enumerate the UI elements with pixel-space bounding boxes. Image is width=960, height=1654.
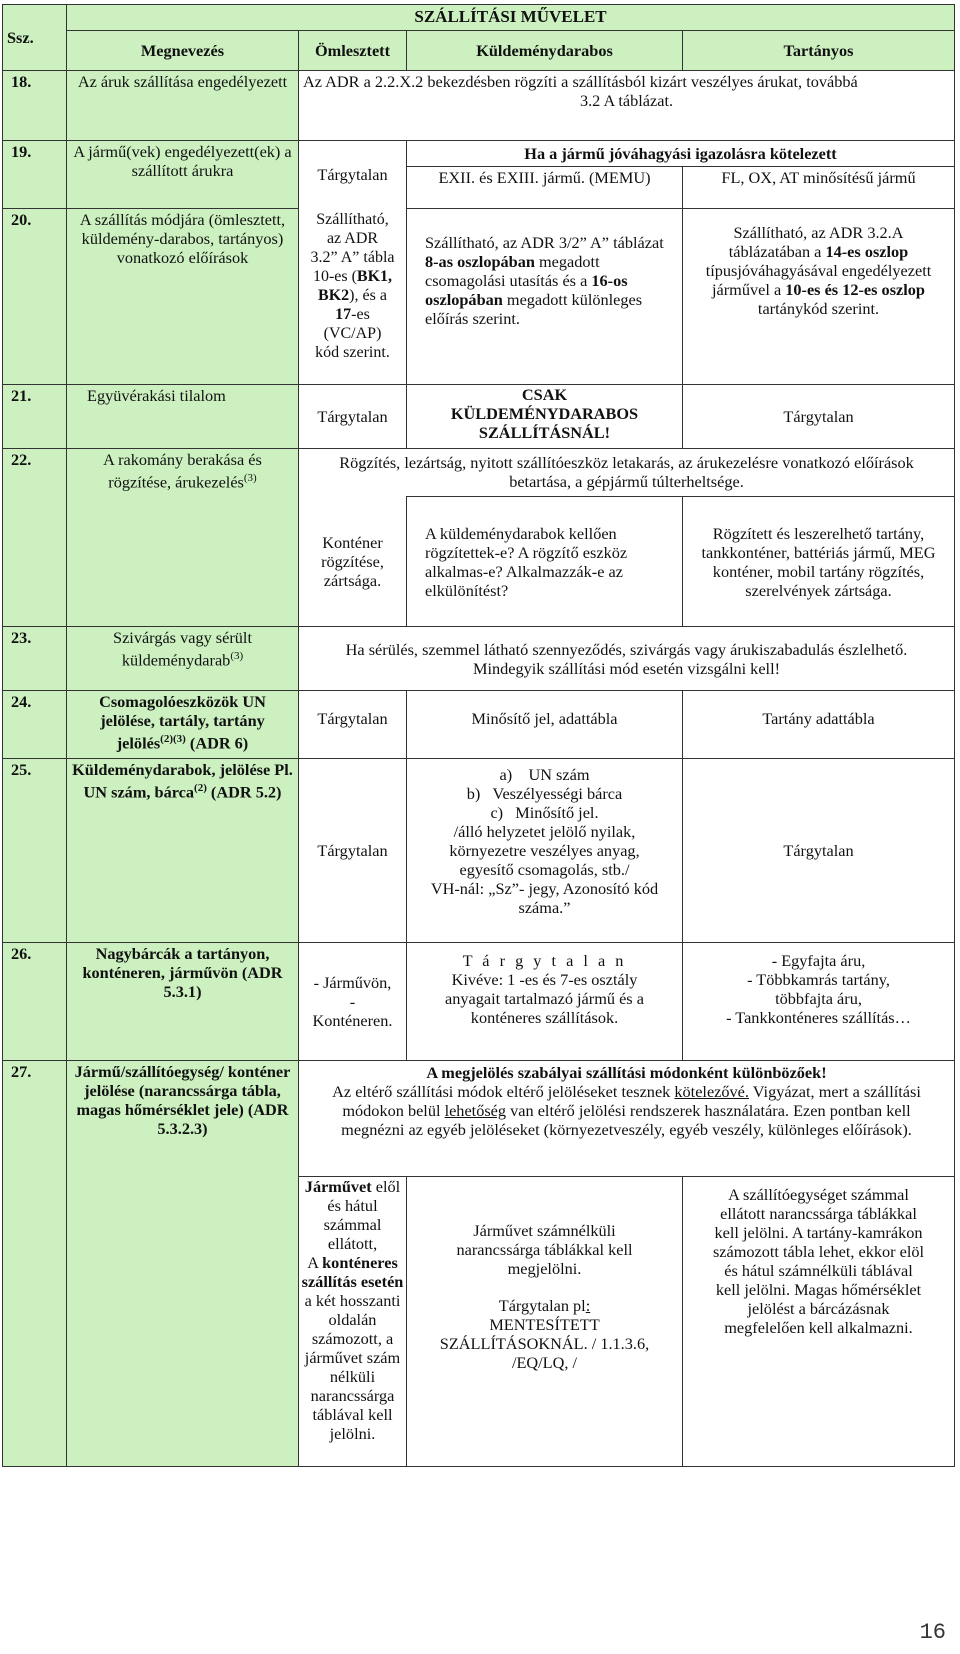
row-20-tank-t4: tartánykód szerint.: [757, 299, 880, 318]
row-20-pkg-t0: Szállítható, az ADR 3/2” A” táblázat: [425, 233, 664, 252]
row-22-package: A küldeménydarabok kellően rögzítettek-e? A rögzítő eszköz alkalmas-e? Alkalmazzák-e az elkülönítést?: [407, 497, 683, 627]
page-number: 16: [919, 1620, 946, 1645]
row-27-name: Jármű/szállítóegység/ konténer jelölése (narancssárga tábla, magas hőmérséklet jele) (ADR 5.3.2.3): [67, 1061, 299, 1467]
row-27-p1b: kötelezővé.: [674, 1082, 749, 1101]
row-24-tank: Tartány adattábla: [683, 691, 955, 759]
row-25-pkg-b: b) Veszélyességi bárca: [466, 784, 623, 803]
header-ssz: Ssz.: [3, 5, 67, 71]
row-20-bulk-t3: 10-es (: [312, 267, 357, 285]
row-26-package: [407, 943, 683, 1061]
row-27-pkg-exempt: [437, 1296, 652, 1372]
row-27-bulk-t3: konténeres szállítás esetén: [301, 1253, 404, 1291]
row-20-tank: [683, 209, 955, 385]
row-20-bulk-t2: 3.2” A” tábla: [310, 248, 395, 266]
row-24-footnote: (2)(3): [160, 733, 186, 745]
row-23-number: 23.: [3, 627, 67, 691]
row-19-number: 19.: [3, 141, 67, 209]
row-20-tank-t0: Szállítható, az ADR 3.2.A táblázatában a: [728, 223, 904, 261]
row-22-tank: Rögzített és leszerelhető tartány, tankkonténer, battériás jármű, MEG konténer, mobil tartány rögzítés, szerelvények zártsága.: [683, 497, 955, 627]
row-21-tank: Tárgytalan: [683, 385, 955, 449]
row-24-name-ref: (ADR 6): [185, 733, 249, 753]
row-27-text: [299, 1061, 955, 1177]
row-24-name: [67, 691, 299, 759]
row-27-p1c: Vigyázat, mert a szállítási módokon belül: [342, 1082, 921, 1120]
row-21-bulk: Tárgytalan: [299, 385, 407, 449]
row-20-bulk-t9: (VC/AP): [323, 324, 382, 342]
row-20-bulk-t10: kód szerint.: [315, 343, 390, 361]
row-20-pkg-t4: megadott különleges előírás szerint.: [425, 290, 643, 328]
row-20-pkg-t3: 16-os oszlopában: [425, 271, 628, 309]
row-27-bulk-t0: Járművet: [304, 1177, 372, 1196]
row-26-tank-t2: - Tankkonténeres szállítás…: [726, 1008, 911, 1027]
header-tank: Tartányos: [683, 31, 955, 71]
row-18-text-line1: Az ADR a 2.2.X.2 bekezdésben rögzíti a szállításból kizárt veszélyes árukat, továbbá: [303, 72, 858, 91]
row-20-number: 20.: [3, 209, 67, 385]
row-26-bulk-vehicle: - Járművön,: [313, 973, 392, 992]
row-26-pkg-text: Kivéve: 1 -es és 7-es osztály anyagait tartalmazó jármű és a konténeres szállítások.: [445, 970, 644, 1027]
row-27-pkg-exempt-a: Tárgytalan pl: [498, 1296, 586, 1315]
row-23-footnote: (3): [230, 650, 244, 662]
row-20-bulk-t6: ), és a: [349, 286, 387, 304]
row-20-name: A szállítás módjára (ömlesztett, küldemény-darabos, tartányos) vonatkozó előírások: [67, 209, 299, 385]
row-22-text: Rögzítés, lezártság, nyitott szállítóeszköz letakarás, az árukezelésre vonatkozó előírások betartása, a gépjármű túlterheltsége.: [299, 449, 955, 497]
row-25-bulk: Tárgytalan: [299, 759, 407, 943]
row-24-package: Minősítő jel, adattábla: [407, 691, 683, 759]
row-23-name: [67, 627, 299, 691]
row-27-bulk-t4: a két hosszanti oldalán számozott, a járművet szám nélküli narancssárga táblával kell jelölni.: [304, 1291, 401, 1443]
row-20-pkg-t1: 8-as oszlopában: [425, 252, 535, 271]
row-20-bulk-t7: 17: [335, 305, 352, 323]
row-25-pkg-a: a) UN szám: [499, 765, 590, 784]
row-20-tank-t2: típusjóváhagyásával engedélyezett járművel a: [705, 261, 932, 299]
header-package: Küldeménydarabos: [407, 31, 683, 71]
header-operation: SZÁLLÍTÁSI MŰVELET: [67, 5, 955, 31]
row-19-name: A jármű(vek) engedélyezett(ek) a szállított árukra: [67, 141, 299, 209]
row-27-p1e: van eltérő jelölési rendszerek használatára. Ezen pontban kell megnézni az egyéb jelöléseket (környezetveszély, egyéb veszély, különleges előírások).: [341, 1101, 912, 1139]
row-26-name: Nagybárcák a tartányon, konténeren, járművön (ADR 5.3.1): [67, 943, 299, 1061]
row-27-bulk: [299, 1177, 407, 1467]
row-20-bulk-t0: Szállítható,: [316, 210, 389, 228]
row-22-footnote: (3): [243, 472, 257, 484]
row-22-name-text: A rakomány berakása és rögzítése, árukezelés: [103, 450, 262, 492]
row-19-approval: Ha a jármű jóváhagyási igazolásra kötelezett: [407, 141, 955, 167]
row-26-tank-t0: - Egyfajta áru,: [771, 951, 866, 970]
row-20-bulk: [299, 209, 407, 385]
row-27-number: 27.: [3, 1061, 67, 1467]
row-25-pkg-c: c) Minősítő jel.: [490, 803, 599, 822]
row-18-text: [299, 71, 955, 141]
row-20-bulk-t8: -es: [351, 305, 370, 323]
row-20-bulk-t5: BK2: [318, 286, 350, 304]
row-27-bulk-t1: elől és hátul számmal ellátott,: [323, 1177, 401, 1253]
row-27-paragraph: [313, 1082, 940, 1139]
row-20-bulk-t4: BK1,: [356, 267, 393, 285]
row-18-number: 18.: [3, 71, 67, 141]
row-20-bulk-t1: az ADR: [326, 229, 379, 247]
row-26-pkg-title: T á r g y t a l a n: [462, 951, 627, 970]
row-26-tank: [683, 943, 955, 1061]
row-18-name: Az áruk szállítása engedélyezett: [67, 71, 299, 141]
row-26-bulk-container: Konténeren.: [312, 1011, 393, 1030]
row-27-pkg-exempt-b: :: [585, 1296, 591, 1315]
row-24-name-text: Csomagolóeszközök UN jelölése, tartály, tartány jelölés: [99, 692, 266, 753]
row-25-name-text: Küldeménydarabok, jelölése Pl. UN szám, bárca: [72, 760, 293, 802]
row-24-number: 24.: [3, 691, 67, 759]
header-bulk: Ömlesztett: [299, 31, 407, 71]
row-27-bulk-t2: A: [307, 1253, 323, 1272]
row-18-text-line2: 3.2 A táblázat.: [579, 91, 674, 110]
row-25-number: 25.: [3, 759, 67, 943]
row-23-name-text: Szivárgás vagy sérült küldeménydarab: [113, 628, 252, 670]
row-27-title: A megjelölés szabályai szállítási módonként különbözőek!: [426, 1063, 827, 1082]
row-25-footnote: (2): [194, 782, 207, 794]
row-27-package: [407, 1177, 683, 1467]
row-26-bulk: [299, 943, 407, 1061]
row-23-text: Ha sérülés, szemmel látható szennyeződés, szivárgás vagy árukiszabadulás észlelhető. Mindegyik szállítási mód esetén vizsgálni kell!: [299, 627, 955, 691]
row-19-tank: FL, OX, AT minősítésű jármű: [683, 167, 955, 209]
row-20-package: [407, 209, 683, 385]
row-26-tank-t1: - Többkamrás tartány, többfajta áru,: [747, 970, 890, 1008]
row-26-bulk-dash: -: [349, 992, 356, 1011]
row-27-pkg-exempt-c: MENTESÍTETT SZÁLLÍTÁSOKNÁL. / 1.1.3.6, /EQ/LQ, /: [439, 1315, 650, 1372]
row-19-bulk: Tárgytalan: [299, 141, 407, 209]
header-name: Megnevezés: [67, 31, 299, 71]
row-24-bulk: Tárgytalan: [299, 691, 407, 759]
row-26-number: 26.: [3, 943, 67, 1061]
row-20-tank-t3: 10-es és 12-es oszlop: [785, 280, 925, 299]
row-25-name-ref: (ADR 5.2): [206, 782, 282, 802]
row-20-tank-t1: 14-es oszlop: [825, 242, 909, 261]
row-21-name: Együvérakási tilalom: [67, 385, 299, 449]
row-19-package: EXII. és EXIII. jármű. (MEMU): [407, 167, 683, 209]
row-22-bulk: Konténer rögzítése, zártsága.: [299, 497, 407, 627]
row-25-pkg-note: /álló helyzetet jelölő nyilak, környezetre veszélyes anyag, egyesítő csomagolás, stb./: [449, 822, 640, 879]
row-22-number: 22.: [3, 449, 67, 627]
row-25-pkg-vh: VH-nál: „Sz”- jegy, Azonosító kód száma.”: [430, 879, 659, 917]
row-27-pkg-text: Járművet számnélküli narancssárga táblákkal kell megjelölni.: [456, 1221, 633, 1278]
row-21-number: 21.: [3, 385, 67, 449]
row-27-p1d: lehetőség: [444, 1101, 507, 1120]
row-25-package: [407, 759, 683, 943]
row-27-p1a: Az eltérő szállítási módok eltérő jelöléseket tesznek: [332, 1082, 675, 1101]
row-27-tank: A szállítóegységet számmal ellátott narancssárga táblákkal kell jelölni. A tartány-kamrákon számozott tábla lehet, ekkor elöl és hátul számnélküli táblával kell jelölni. Magas hőmérséklet jelölést a bárcázásnak megfelelően kell alkalmazni.: [683, 1177, 955, 1467]
row-22-name: [67, 449, 299, 627]
row-25-name: [67, 759, 299, 943]
row-20-pkg-t2: megadott csomagolási utasítás és a: [425, 252, 600, 290]
row-25-tank: Tárgytalan: [683, 759, 955, 943]
row-21-package: CSAK KÜLDEMÉNYDARABOS SZÁLLÍTÁSNÁL!: [407, 385, 683, 449]
transport-operation-table: [2, 4, 955, 1467]
